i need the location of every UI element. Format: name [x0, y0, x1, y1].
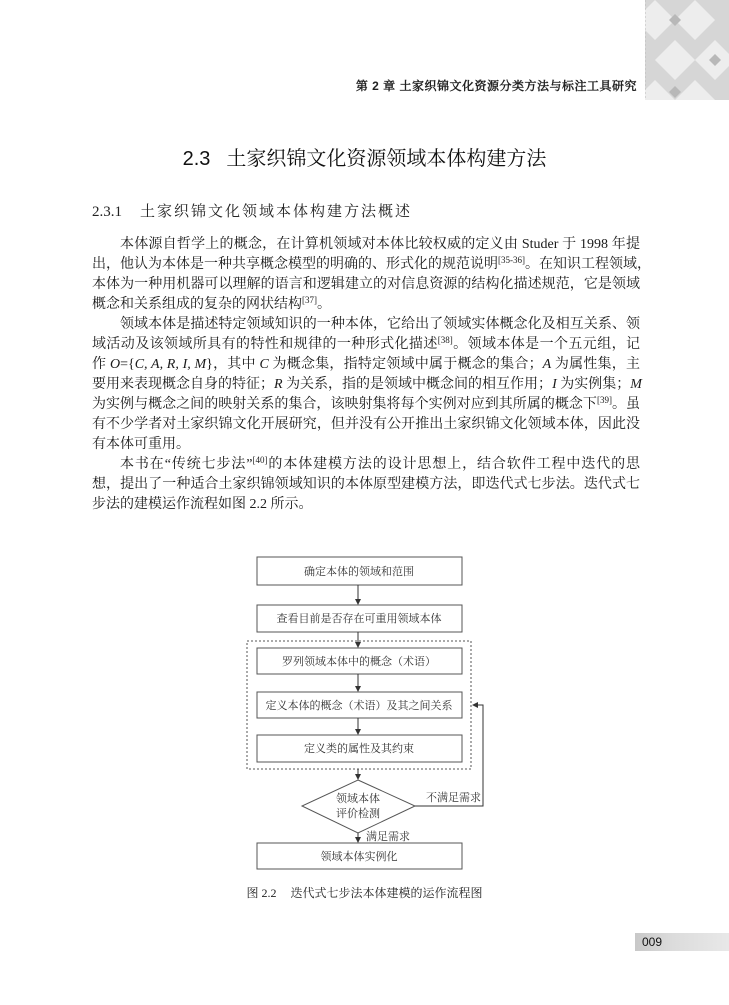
text-run: 出，他认为本体是一种共享概念模型的明确的、形式化的规范说明: [92, 257, 498, 272]
text-run: 要用来表现概念自身的特征；: [92, 377, 274, 392]
text-run: 。领域本体是一个五元组，记: [452, 337, 641, 352]
text-run: C: [259, 357, 269, 372]
section-number: 2.3: [182, 148, 211, 170]
text-run: 为属性集，主: [551, 357, 641, 372]
text-run: 域活动及该领域所具有的特性和规律的一种形式化描述: [92, 337, 438, 352]
figure-caption: [0, 884, 729, 901]
text-run: 想，提出了一种适合土家织锦领域知识的本体原型建模方法，即迭代式七步法。迭代式七: [92, 477, 640, 492]
text-run: 。虽: [611, 397, 641, 412]
text-run: 为实例集；: [556, 377, 631, 392]
flow-step-4-label: 定义本体的概念（术语）及其之间关系: [265, 700, 453, 712]
text-run: 的本体建模方法的设计思想上，结合软件工程中迭代的思: [267, 457, 641, 472]
citation: [35-36]: [498, 255, 525, 265]
text-run: 领域本体是描述特定领域知识的一种本体，它给出了领域实体概念化及相互关系、领: [120, 317, 640, 332]
decision-label-line-2: 评价检测: [336, 808, 380, 820]
text-run: C, A, R, I, M: [134, 357, 207, 372]
flow-step-2-label: 查看目前是否存在可重用领域本体: [276, 613, 442, 625]
text-run: 为实例与概念之间的映射关系的集合，该映射集将每个实例对应到其所属的概念下: [92, 397, 597, 412]
text-run: 本体为一种用机器可以理解的语言和逻辑建立的对信息资源的结构化描述规范，它是领域: [92, 277, 640, 292]
text-run: 作: [92, 357, 110, 372]
text-run: 为概念集，指特定领域中属于概念的集合；: [268, 357, 543, 372]
text-run: 为关系，指的是领域中概念间的相互作用；: [282, 377, 553, 392]
text-run: A: [542, 357, 552, 372]
flow-step-3-label: 罗列领域本体中的概念（术语）: [282, 656, 436, 668]
fail-label: 不满足需求: [426, 792, 481, 804]
decision-diamond: [302, 780, 415, 833]
text-run: R: [274, 377, 283, 392]
subsection-title-text: 土家织锦文化领域本体构建方法概述: [140, 204, 413, 220]
figure-caption-text: 迭代式七步法本体建模的运作流程图: [290, 886, 483, 900]
citation: [38]: [437, 335, 453, 345]
text-run: 有本体可重用。: [92, 437, 190, 452]
text-run: 本体源自哲学上的概念，在计算机领域对本体比较权威的定义由 Studer 于 1998 年提: [120, 237, 640, 252]
pass-label: 满足需求: [366, 831, 410, 843]
subsection-number: 2.3.1: [92, 204, 122, 220]
figure-number: 图 2.2: [246, 886, 277, 900]
text-run: 。在知识工程领域，: [525, 257, 651, 272]
decision-label-line-1: 领域本体: [336, 793, 380, 805]
text-run: 概念和关系组成的复杂的网状结构: [92, 297, 302, 312]
citation: [40]: [252, 455, 268, 465]
running-head: 第 2 章 土家织锦文化资源分类方法与标注工具研究: [355, 79, 637, 93]
text-run: 。: [317, 297, 331, 312]
text-run: M: [630, 377, 642, 392]
text-run: ={: [120, 357, 135, 372]
text-run: 有不少学者对土家织锦文化开展研究，但并没有公开推出土家织锦文化领域本体，因此没: [92, 417, 640, 432]
flow-final-label: 领域本体实例化: [320, 851, 398, 863]
page-number: 009: [635, 933, 729, 951]
citation: [37]: [302, 295, 317, 305]
flow-step-1-label: 确定本体的领域和范围: [304, 566, 414, 578]
citation: [39]: [596, 395, 612, 405]
feedback-arrow: [415, 705, 483, 806]
text-run: O: [109, 357, 121, 372]
text-run: 步法的建模运作流程如图 2.2 所示。: [92, 497, 313, 512]
flow-step-5-label: 定义类的属性及其约束: [304, 743, 414, 755]
section-title-text: 土家织锦文化资源领域本体构建方法: [226, 148, 547, 170]
text-run: 本书在“传统七步法”: [120, 457, 253, 472]
text-run: I: [552, 377, 557, 392]
text-run: }，其中: [206, 357, 260, 372]
